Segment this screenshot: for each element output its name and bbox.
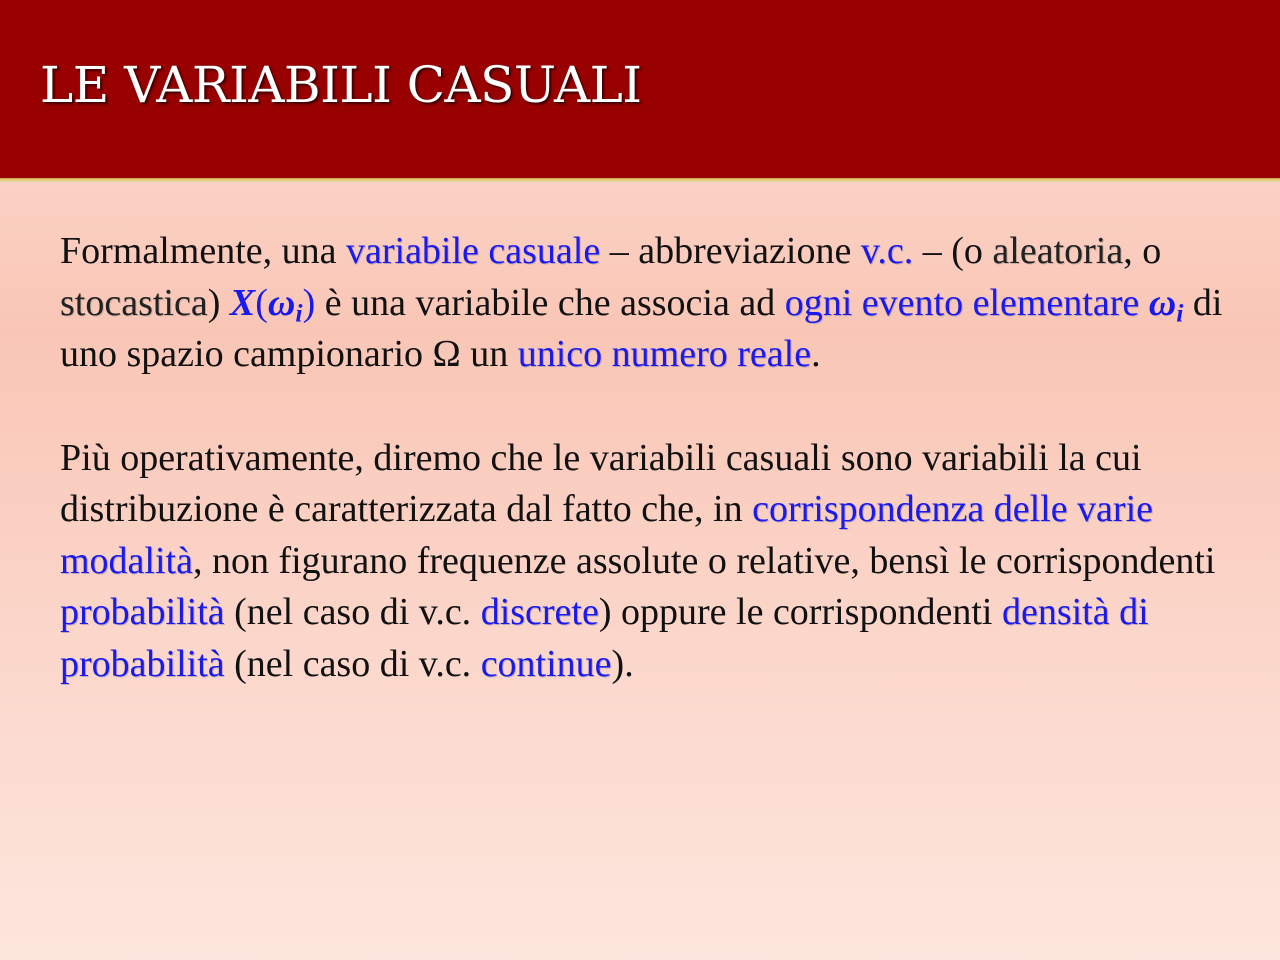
definition-paragraph — [60, 226, 1230, 381]
operational-paragraph — [60, 433, 1230, 691]
math-subscript-i-2: i — [1176, 297, 1184, 327]
title-divider — [0, 178, 1280, 182]
title-bar — [0, 0, 1280, 178]
math-x: X — [229, 281, 256, 324]
text-segment: . — [811, 333, 821, 375]
term-stocastica: stocastica — [60, 281, 208, 324]
term-vc: v.c. — [860, 230, 914, 272]
text-segment: ) oppure le corrispondenti — [598, 591, 1002, 633]
text-segment: – abbreviazione — [600, 230, 861, 272]
text-segment: , o — [1123, 230, 1162, 272]
text-segment: ) — [207, 281, 230, 324]
term-continue: continue — [480, 642, 612, 685]
term-variabile-casuale: variabile casuale — [345, 230, 601, 272]
term-aleatoria: aleatoria — [992, 230, 1124, 272]
text-segment: (nel caso di v.c. — [224, 642, 481, 685]
text-segment: Formalmente, una — [60, 230, 346, 272]
text-segment: , non figurano frequenze assolute o relative, bensì le corrispondenti — [192, 539, 1216, 582]
text-segment: di uno spazio campionario Ω un — [60, 281, 1223, 375]
paragraph-gap — [60, 381, 1230, 433]
slide-title: LE VARIABILI CASUALI — [40, 56, 642, 114]
text-segment: (nel caso di v.c. — [224, 591, 481, 633]
slide-body — [60, 226, 1230, 690]
math-omega-2: ω — [1148, 281, 1177, 324]
text-segment: – (o — [913, 230, 993, 272]
term-densita-probabilita: densità di probabilità — [60, 591, 1149, 685]
term-unico-numero-reale: unico numero reale — [517, 333, 812, 375]
math-paren-open: ( — [255, 281, 268, 324]
text-segment: Più operativamente, diremo che le variabili casuali sono variabili la cui distribuzione è caratterizzata dal fatto che, in — [60, 436, 1142, 530]
math-omega: ω — [267, 281, 296, 324]
term-probabilita: probabilità — [60, 591, 225, 633]
math-paren-close: ) — [302, 281, 316, 324]
text-segment: è una variabile che associa ad — [315, 281, 785, 324]
term-discrete: discrete — [480, 591, 599, 633]
term-ogni-evento-elementare: ogni evento elementare — [784, 281, 1149, 324]
term-corrispondenza-modalita: corrispondenza delle varie modalità — [60, 488, 1154, 582]
text-segment: ). — [611, 642, 634, 685]
math-subscript-i: i — [295, 297, 303, 327]
